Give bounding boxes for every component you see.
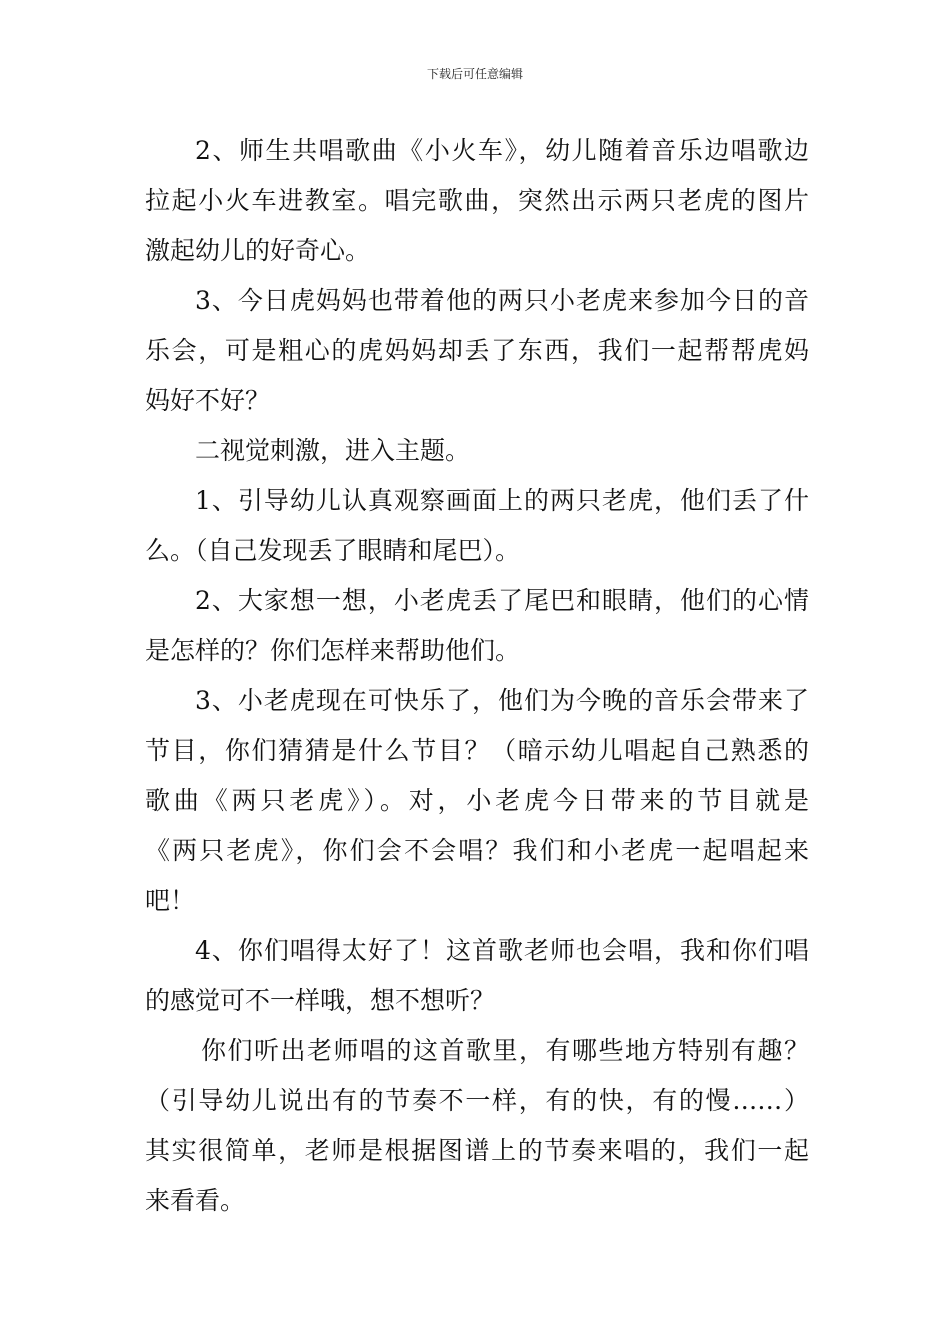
paragraph-line: 妈好不好？ bbox=[145, 386, 271, 415]
paragraph-line: 2、大家想一想，小老虎丢了尾巴和眼睛，他们的心情 bbox=[195, 586, 809, 615]
paragraph-line: 乐会，可是粗心的虎妈妈却丢了东西，我们一起帮帮虎妈 bbox=[145, 336, 809, 365]
paragraph-line: 的感觉可不一样哦，想不想听？ bbox=[145, 986, 496, 1015]
section-heading: 二视觉刺激，进入主题。 bbox=[195, 436, 471, 465]
paragraph-line: 来看看。 bbox=[145, 1186, 246, 1215]
paragraph-line: 1、引导幼儿认真观察画面上的两只老虎，他们丢了什 bbox=[195, 486, 809, 515]
paragraph-line: 其实很简单，老师是根据图谱上的节奏来唱的，我们一起 bbox=[145, 1136, 809, 1165]
paragraph-line: 吧！ bbox=[145, 886, 196, 915]
paragraph-line: （引导幼儿说出有的节奏不一样，有的快，有的慢……） bbox=[145, 1086, 809, 1115]
paragraph-line: 3、今日虎妈妈也带着他的两只小老虎来参加今日的音 bbox=[195, 286, 809, 315]
paragraph-line: 3、小老虎现在可快乐了，他们为今晚的音乐会带来了 bbox=[195, 686, 809, 715]
paragraph-line: 拉起小火车进教室。唱完歌曲，突然出示两只老虎的图片 bbox=[145, 186, 809, 215]
document-body bbox=[145, 126, 809, 1226]
paragraph-line: 2、师生共唱歌曲《小火车》，幼儿随着音乐边唱歌边 bbox=[195, 136, 809, 165]
page-header: 下载后可任意编辑 bbox=[426, 67, 523, 81]
paragraph-line: 4、你们唱得太好了！这首歌老师也会唱，我和你们唱 bbox=[195, 936, 809, 965]
paragraph-line: 激起幼儿的好奇心。 bbox=[145, 236, 371, 265]
paragraph-line: 节目，你们猜猜是什么节目？（暗示幼儿唱起自己熟悉的 bbox=[145, 736, 809, 765]
paragraph-line: 是怎样的？你们怎样来帮助他们。 bbox=[145, 636, 521, 665]
paragraph-line: 么。（自己发现丢了眼睛和尾巴）。 bbox=[145, 536, 521, 565]
paragraph-line: 你们听出老师唱的这首歌里，有哪些地方特别有趣？ bbox=[201, 1036, 809, 1065]
paragraph-line: 歌曲《两只老虎》）。对，小老虎今日带来的节目就是 bbox=[145, 786, 809, 815]
paragraph-line: 《两只老虎》，你们会不会唱？我们和小老虎一起唱起来 bbox=[145, 836, 809, 865]
